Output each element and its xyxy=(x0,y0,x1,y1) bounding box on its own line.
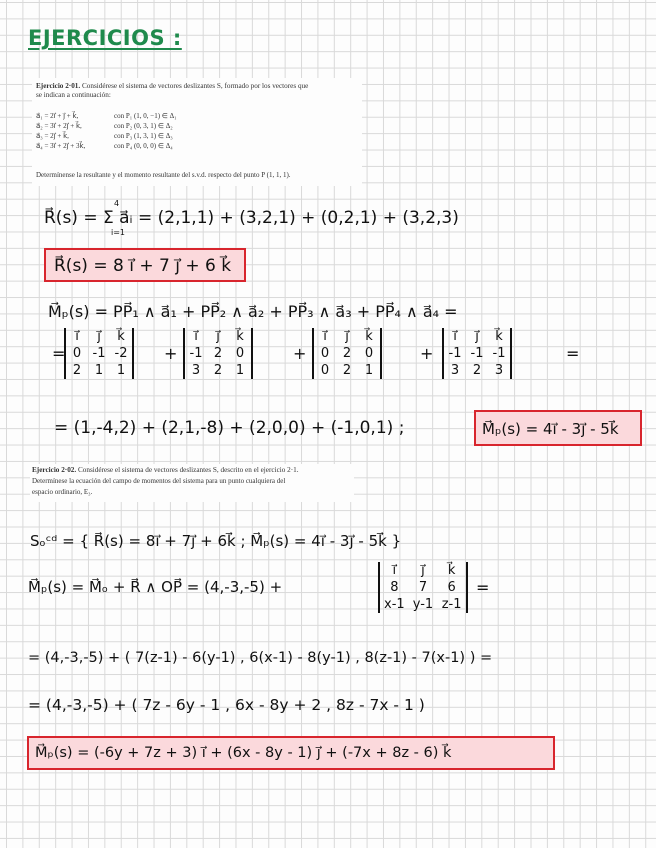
matrix-cell: 0 xyxy=(72,346,82,361)
solution-line: Sₒᶜᵈ = { R⃗(s) = 8i⃗ + 7j⃗ + 6k⃗ ; M⃗ₚ(s) = 4i⃗ - 3j⃗ - 5k⃗ } xyxy=(30,532,402,550)
matrix-cell: k⃗ xyxy=(447,563,456,578)
exercise-1-statement-line-1: Considérese el sistema de vectores deslizantes S, formado por los vectores que xyxy=(81,82,309,90)
expansion-line: = (4,-3,-5) + ( 7(z-1) - 6(y-1) , 6(x-1) - 8(y-1) , 8(z-1) - 7(x-1) ) = xyxy=(28,650,493,666)
vector-a3: a⃗₃ = 2j⃗ + k⃗, xyxy=(36,132,69,140)
matrix-cell: k⃗ xyxy=(495,329,503,344)
exercise-1-statement xyxy=(32,78,362,186)
equals-sign: = xyxy=(566,344,580,363)
resultant-sum: R⃗(s) = Σ a⃗ᵢ = (2,1,1) + (3,2,1) + (0,2,1) + (3,2,3) xyxy=(44,208,459,228)
moment-sum: = (1,-4,2) + (2,1,-8) + (2,0,0) + (-1,0,1) ; xyxy=(54,418,405,438)
matrix-cell: y-1 xyxy=(412,597,434,612)
matrix-cell: -1 xyxy=(492,346,506,361)
vector-a4: a⃗₄ = 3i⃗ + 2j⃗ + 3k⃗, xyxy=(36,142,86,150)
matrix-cell: 3 xyxy=(494,363,504,378)
equals-sign: = xyxy=(52,344,66,363)
matrix-cell: 2 xyxy=(342,346,352,361)
sum-lower-limit: i=1 xyxy=(111,228,126,237)
exercise-2-statement-line-1: Considérese el sistema de vectores deslizantes S, descrito en el ejercicio 2·1. xyxy=(77,466,299,474)
matrix-cell: j⃗ xyxy=(345,329,349,344)
sum-upper-limit: 4 xyxy=(114,199,120,208)
exercise-1-heading: Ejercicio 2·01. xyxy=(36,82,81,90)
matrix-cell: 0 xyxy=(320,363,330,378)
matrix-cell: 1 xyxy=(364,363,374,378)
matrix-cell: 2 xyxy=(72,363,82,378)
moment-result-box: M⃗ₚ(s) = 4i⃗ - 3j⃗ - 5k⃗ xyxy=(474,410,642,446)
matrix-cell: 0 xyxy=(320,346,330,361)
vector-a2-condition: con P₂ (0, 3, 1) ∈ Δ₂ xyxy=(114,122,173,130)
matrix-cell: 1 xyxy=(94,363,104,378)
matrix-cell: k⃗ xyxy=(236,329,244,344)
matrix-cell: 0 xyxy=(235,346,245,361)
field-determinant xyxy=(378,562,468,613)
matrix-cell: i⃗ xyxy=(392,563,397,578)
matrix-cell: z-1 xyxy=(441,597,462,612)
matrix-cell: 2 xyxy=(472,363,482,378)
matrix-cell: i⃗ xyxy=(194,329,198,344)
matrix-cell: 6 xyxy=(447,580,456,595)
vector-a2: a⃗₂ = 3i⃗ + 2j⃗ + k⃗, xyxy=(36,122,82,130)
matrix-cell: -1 xyxy=(448,346,462,361)
matrix-cell: i⃗ xyxy=(75,329,79,344)
exercise-1-statement-line-2: se indican a continuación: xyxy=(36,91,111,99)
resultant-result-box: R⃗(s) = 8 i⃗ + 7 j⃗ + 6 k⃗ xyxy=(44,248,246,282)
equals-sign: = xyxy=(476,578,490,597)
exercise-1-question: Determínense la resultante y el momento resultante del s.v.d. respecto del punto P (1, 1, 1). xyxy=(36,171,291,179)
determinant-1 xyxy=(64,328,134,379)
exercise-2-statement xyxy=(30,464,354,502)
matrix-cell: k⃗ xyxy=(117,329,125,344)
matrix-cell: -1 xyxy=(189,346,203,361)
moment-definition: M⃗ₚ(s) = PP⃗₁ ∧ a⃗₁ + PP⃗₂ ∧ a⃗₂ + PP⃗₃ ∧ a⃗₃ + PP⃗₄ ∧ a⃗₄ = xyxy=(48,302,458,321)
matrix-cell: 7 xyxy=(418,580,428,595)
plus-sign: + xyxy=(420,344,434,363)
matrix-cell: 1 xyxy=(116,363,126,378)
matrix-cell: 3 xyxy=(450,363,460,378)
page-title: EJERCICIOS : xyxy=(28,26,182,50)
matrix-cell: 8 xyxy=(390,580,399,595)
matrix-cell: 2 xyxy=(213,363,223,378)
final-result-box: M⃗ₚ(s) = (-6y + 7z + 3) i⃗ + (6x - 8y - 1) j⃗ + (-7x + 8z - 6) k⃗ xyxy=(27,736,555,770)
matrix-cell: j⃗ xyxy=(216,329,220,344)
determinant-2 xyxy=(183,328,253,379)
matrix-cell: i⃗ xyxy=(453,329,457,344)
vector-a1-condition: con P₁ (1, 0, −1) ∈ Δ₁ xyxy=(114,112,177,120)
plus-sign: + xyxy=(293,344,307,363)
moment-field-equation: M⃗ₚ(s) = M⃗ₒ + R⃗ ∧ OP⃗ = (4,-3,-5) + xyxy=(28,578,283,596)
matrix-cell: j⃗ xyxy=(475,329,479,344)
matrix-cell: k⃗ xyxy=(365,329,373,344)
matrix-cell: -1 xyxy=(470,346,484,361)
vector-a1: a⃗₁ = 2i⃗ + j⃗ + k⃗, xyxy=(36,112,79,120)
matrix-cell: 2 xyxy=(213,346,223,361)
matrix-cell: 2 xyxy=(342,363,352,378)
matrix-cell: -1 xyxy=(92,346,106,361)
exercise-2-heading: Ejercicio 2·02. xyxy=(32,466,77,474)
determinant-3 xyxy=(312,328,382,379)
matrix-cell: i⃗ xyxy=(323,329,327,344)
matrix-cell: 0 xyxy=(364,346,374,361)
exercise-2-statement-line-3: espacio ordinario, E₃. xyxy=(32,488,93,496)
exercise-2-statement-line-2: Determínese la ecuación del campo de momentos del sistema para un punto cualquiera del xyxy=(32,477,286,485)
matrix-cell: 1 xyxy=(235,363,245,378)
matrix-cell: -2 xyxy=(114,346,128,361)
plus-sign: + xyxy=(164,344,178,363)
matrix-cell: j⃗ xyxy=(97,329,101,344)
matrix-cell: 3 xyxy=(191,363,201,378)
vector-a3-condition: con P₃ (1, 3, 1) ∈ Δ₃ xyxy=(114,132,173,140)
matrix-cell: j⃗ xyxy=(421,563,425,578)
simplified-line: = (4,-3,-5) + ( 7z - 6y - 1 , 6x - 8y + 2 , 8z - 7x - 1 ) xyxy=(28,696,425,714)
matrix-cell: x-1 xyxy=(384,597,405,612)
vector-a4-condition: con P₄ (0, 0, 0) ∈ Δ₄ xyxy=(114,142,173,150)
determinant-4 xyxy=(442,328,512,379)
